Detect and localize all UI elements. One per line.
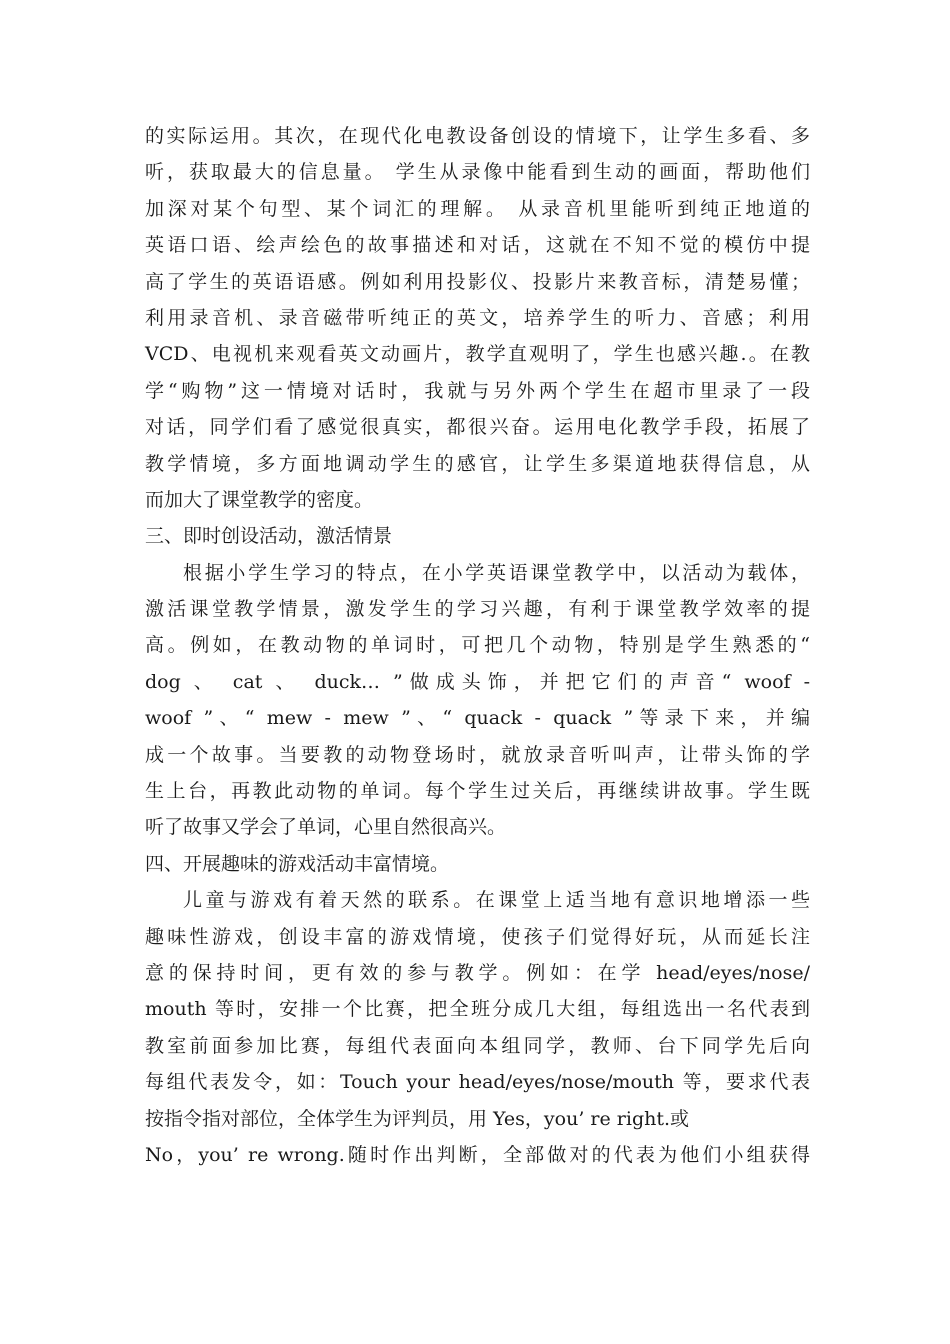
text-line: 高。例如，在教动物的单词时，可把几个动物，特别是学生熟悉的“ <box>145 634 810 657</box>
text-line: 教室前面参加比赛，每组代表面向本组同学，教师、台下同学先后向 <box>145 1034 810 1057</box>
text-line: 的实际运用。其次，在现代化电教设备创设的情境下，让学生多看、多 <box>145 125 810 147</box>
text-line: woof ”、“ mew - mew ”、“ quack - quack ”等录下来，并编 <box>145 707 810 730</box>
text-line: 每组代表发令，如：Touch your head/eyes/nose/mouth 等，要求代表 <box>145 1071 810 1094</box>
text-line: 高了学生的英语语感。例如利用投影仪、投影片来教音标，清楚易懂； <box>145 270 810 293</box>
text-line: 对话，同学们看了感觉很真实，都很兴奋。运用电化教学手段，拓展了 <box>145 416 810 439</box>
section-heading: 三、即时创设活动，激活情景 <box>145 525 393 548</box>
text-line: 根据小学生学习的特点，在小学英语课堂教学中，以活动为载体， <box>183 561 810 584</box>
text-line: 利用录音机、录音磁带听纯正的英文，培养学生的听力、音感；利用 <box>145 306 810 329</box>
body-text <box>145 118 810 1173</box>
text-line: 儿童与游戏有着天然的联系。在课堂上适当地有意识地增添一些 <box>183 889 810 912</box>
text-line: 听了故事又学会了单词，心里自然很高兴。 <box>145 816 507 839</box>
text-line: VCD、电视机来观看英文动画片，教学直观明了，学生也感兴趣.。在教 <box>145 343 810 366</box>
text-line: 听，获取最大的信息量。 学生从录像中能看到生动的画面，帮助他们 <box>145 161 810 184</box>
text-line: 趣味性游戏，创设丰富的游戏情境，使孩子们觉得好玩，从而延长注 <box>145 925 810 948</box>
text-line: 生上台，再教此动物的单词。每个学生过关后，再继续讲故事。学生既 <box>145 780 810 803</box>
section-heading: 四、开展趣味的游戏活动丰富情境。 <box>145 852 450 875</box>
text-line: mouth 等时，安排一个比赛，把全班分成几大组，每组选出一名代表到 <box>145 998 810 1021</box>
text-line: 意的保持时间，更有效的参与教学。例如：在学 head/eyes/nose/ <box>145 961 810 984</box>
text-line: 学“购物”这一情境对话时，我就与另外两个学生在超市里录了一段 <box>145 379 810 402</box>
text-line: 教学情境，多方面地调动学生的感官，让学生多渠道地获得信息，从 <box>145 452 810 475</box>
text-line: 加深对某个句型、某个词汇的理解。 从录音机里能听到纯正地道的 <box>145 197 810 220</box>
text-line: 成一个故事。当要教的动物登场时，就放录音听叫声，让带头饰的学 <box>145 743 810 766</box>
text-line: 激活课堂教学情景，激发学生的学习兴趣，有利于课堂教学效率的提 <box>145 598 810 621</box>
text-line: No，you’ re wrong.随时作出判断，全部做对的代表为他们小组获得 <box>145 1143 810 1166</box>
text-line: 而加大了课堂教学的密度。 <box>145 488 374 511</box>
text-line: 按指令指对部位，全体学生为评判员，用 Yes，you’ re right.或 <box>145 1107 690 1130</box>
text-line: 英语口语、绘声绘色的故事描述和对话，这就在不知不觉的模仿中提 <box>145 234 810 257</box>
text-line: dog 、 cat 、 duck… ”做成头饰，并把它们的声音“ woof - <box>145 670 810 693</box>
